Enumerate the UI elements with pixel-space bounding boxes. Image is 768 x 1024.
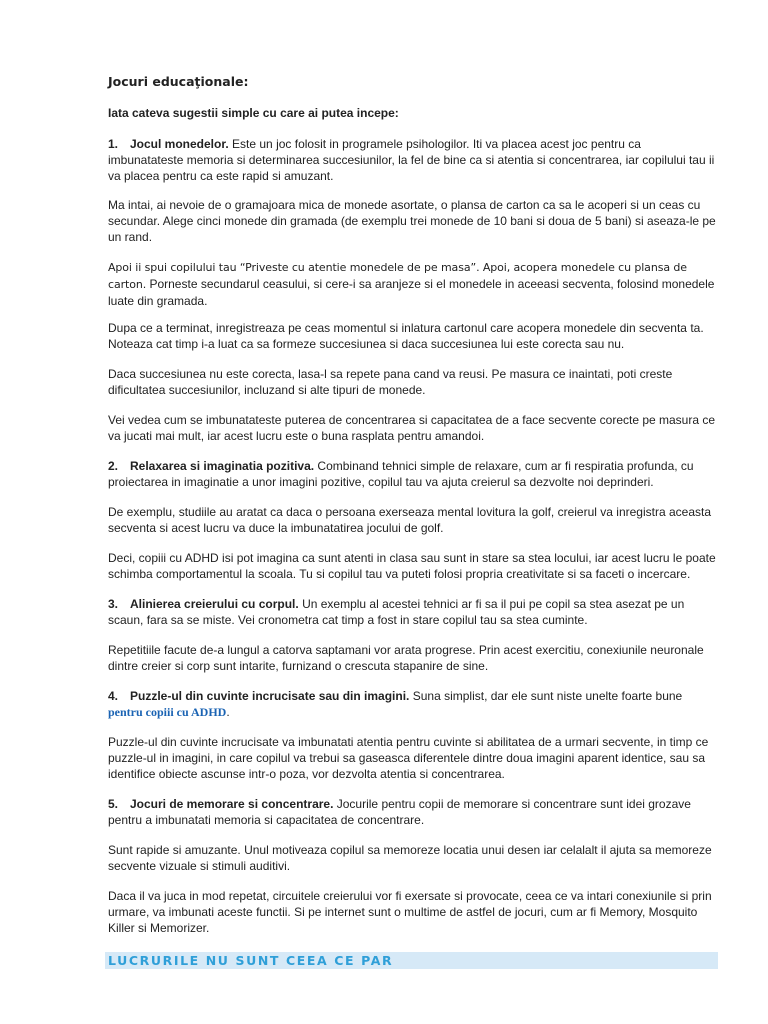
section-5-p3: Daca il va juca in mod repetat, circuitele creierului vor fi exersate si provocate, ceea ce va intari conexiunile si prin urmare, va imbunati aceste functii. Si pe internet sunt o multime de astfel de jocuri, cum ar fi Memory, Mosquito Killer si Memorizer. xyxy=(108,889,712,935)
section-banner: LUCRURILE NU SUNT CEEA CE PAR xyxy=(105,952,718,969)
section-1-p2: Ma intai, ai nevoie de o gramajoara mica de monede asortate, o plansa de carton ca sa le acoperi si un ceas cu secundar. Alege cinci monede din gramada (de exemplu trei monede de 10 bani si doua de 5 bani) si aseaza-le pe un rand. xyxy=(108,198,716,244)
intro-text: Iata cateva sugestii simple cu care ai putea incepe: xyxy=(108,106,399,120)
section-1-p3 xyxy=(108,259,718,309)
section-2-heading: Relaxarea si imaginatia pozitiva. xyxy=(130,459,315,473)
section-5-heading: Jocuri de memorare si concentrare. xyxy=(130,797,334,811)
section-1-p5: Daca succesiunea nu este corecta, lasa-l sa repete pana cand va reusi. Pe masura ce inaintati, poti creste dificultatea succesiunilor, incluzand si alte tipuri de monede. xyxy=(108,367,673,397)
section-5-paragraph xyxy=(108,796,718,828)
section-4-number: 4. xyxy=(108,689,119,703)
section-4-text: Suna simplist, dar ele sunt niste unelte foarte bune xyxy=(409,689,683,703)
adhd-link[interactable]: pentru copiii cu ADHD xyxy=(108,705,227,719)
section-3-text: Un exemplu al acestei tehnici ar fi sa il pui pe copil sa stea asezat pe un scaun, fara sa se miste. Vei cronometra cat timp a fost in stare copilul tau sa stea cuminte. xyxy=(108,597,685,627)
section-4-p2: Puzzle-ul din cuvinte incrucisate va imbunatati atentia pentru cuvinte si abilitatea de a urmari secvente, in timp ce puzzle-ul in imagini, in care copilul va trebui sa gaseasca diferentele dintre doua imagini aparent identice, sau sa identifice obiecte ascunse intr-o poza, vor dezvolta atentia si concentrarea. xyxy=(108,735,709,781)
section-3-number: 3. xyxy=(108,597,119,611)
section-2-text: Combinand tehnici simple de relaxare, cum ar fi respiratia profunda, cu proiectarea in imaginatie a unor imagini pozitive, copilul tau va ajuta creierul sa dezvolte noi deprinderi. xyxy=(108,459,694,489)
section-1-p3-quote: Apoi ii spui copilului tau “Priveste cu atentie monedele de pe masa”. Apoi, acopera monedele cu plansa de carton. xyxy=(108,261,687,291)
section-5-text: Jocurile pentru copii de memorare si concentrare sunt idei grozave pentru a imbunatati memoria si capacitatea de concentrare. xyxy=(108,797,691,827)
section-2-number: 2. xyxy=(108,459,119,473)
section-4-end: . xyxy=(226,705,230,719)
section-4-heading: Puzzle-ul din cuvinte incrucisate sau din imagini. xyxy=(130,689,410,703)
section-2-p2: De exemplu, studiile au aratat ca daca o persoana exerseaza mental lovitura la golf, creierul va inregistra aceasta secventa si acest lucru va duce la imbunatatirea jocului de golf. xyxy=(108,505,711,535)
section-5-number: 5. xyxy=(108,797,119,811)
section-4-paragraph xyxy=(108,688,718,720)
section-1-p3-rest: Porneste secundarul ceasului, si cere-i sa aranjeze si el monedele in aceeasi secventa, folosind monedele luate din gramada. xyxy=(108,277,715,308)
section-1-number: 1. xyxy=(108,137,119,151)
section-1-heading: Jocul monedelor. xyxy=(130,137,229,151)
page-title: Jocuri educaţionale: xyxy=(108,74,249,89)
section-2-p3: Deci, copiii cu ADHD isi pot imagina ca sunt atenti in clasa sau sunt in stare sa stea locului, iar acest lucru le poate schimba comportamentul la scoala. Tu si copilul tau va puteti folosi propria creativitate si sa faceti o incercare. xyxy=(108,551,716,581)
section-1-text: Este un joc folosit in programele psihologilor. Iti va placea acest joc pentru ca imbunatateste memoria si determinarea succesiunilor, la fel de bine ca si atentia si concentrarea, iar copilului tau ii va placea pentru ca este rapid si amuzant. xyxy=(108,137,715,183)
section-2-paragraph xyxy=(108,458,718,490)
section-5-p2: Sunt rapide si amuzante. Unul motiveaza copilul sa memoreze locatia unui desen iar celalalt il ajuta sa memoreze secvente vizuale si stimuli auditivi. xyxy=(108,843,712,873)
section-1-p6: Vei vedea cum se imbunatateste puterea de concentrarea si capacitatea de a face secvente corecte pe masura ce va jucati mai mult, iar acest lucru este o buna rasplata pentru amandoi. xyxy=(108,413,716,443)
section-3-p2: Repetitiile facute de-a lungul a catorva saptamani vor arata progrese. Prin acest exercitiu, conexiunile neuronale dintre creier si corp sunt intarite, furnizand o crescuta stapanire de sine. xyxy=(108,643,704,673)
section-1-paragraph xyxy=(108,136,718,184)
section-1-p4: Dupa ce a terminat, inregistreaza pe ceas momentul si inlatura cartonul care acopera monedele din secventa ta. Noteaza cat timp i-a luat ca sa formeze succesiunea si daca succesiunea lui este corecta sau nu. xyxy=(108,321,704,351)
section-3-heading: Alinierea creierului cu corpul. xyxy=(130,597,299,611)
section-3-paragraph xyxy=(108,596,718,628)
